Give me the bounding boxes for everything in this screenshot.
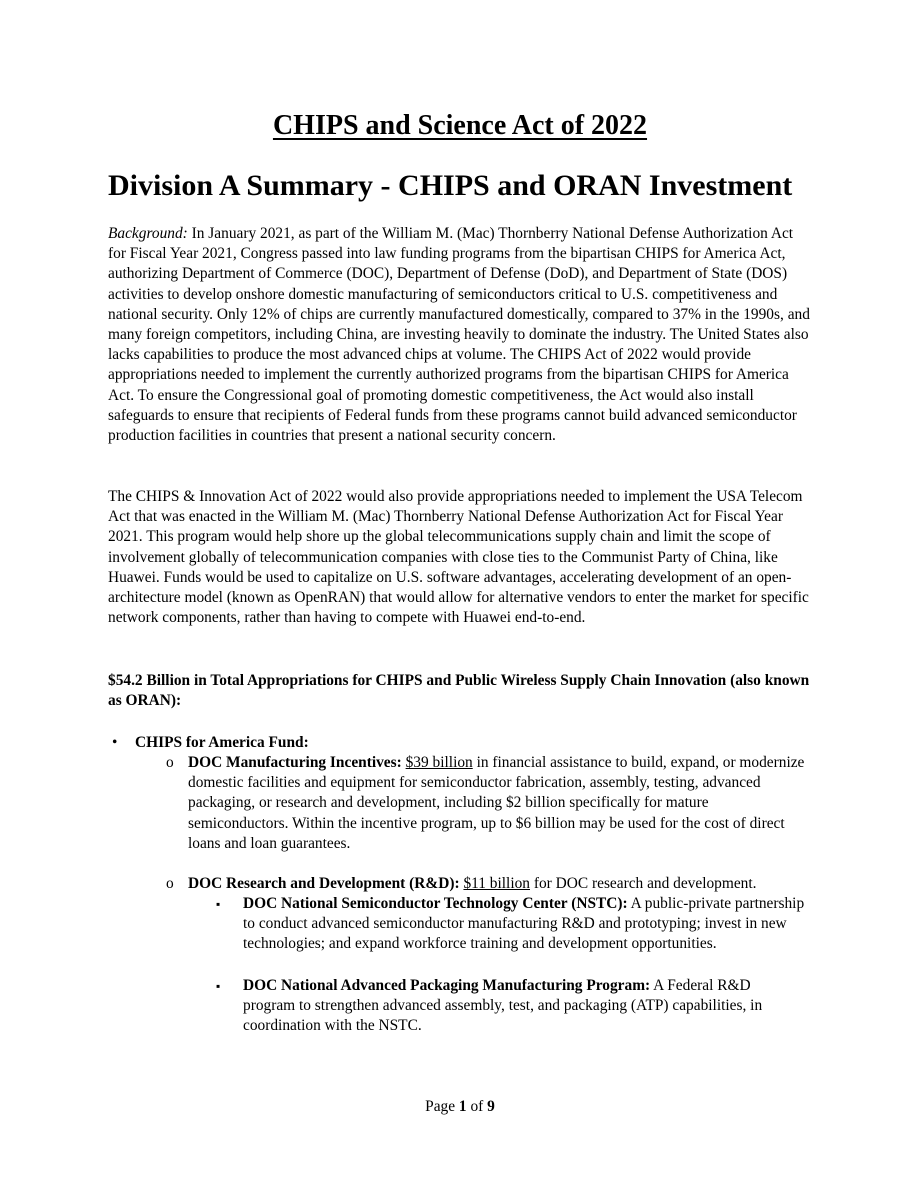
square-bullet-marker: ▪ xyxy=(216,897,221,911)
sub-bullet-marker: o xyxy=(166,754,174,771)
background-text: In January 2021, as part of the William M. (Mac) Thornberry National Defense Authorization Act for Fiscal Year 2021, Congress passed into law funding programs from the bipartisan CHIPS for America Act, authorizing Department of Commerce (DOC), Department of Defense (DoD), and Department of State (DOS) activities to develop onshore domestic manufacturing of semiconductors critical to U.S. competitiveness and national security. Only 12% of chips are currently manufactured domestically, compared to 37% in the 1990s, and many foreign competitors, including China, are investing heavily to dominate the industry. The United States also lacks capabilities to produce the most advanced chips at volume. The CHIPS Act of 2022 would provide appropriations needed to implement the currently authorized programs from the bipartisan CHIPS for America Act. To ensure the Congressional goal of promoting domestic competitiveness, the Act would also install safeguards to ensure that recipients of Federal funds from these programs cannot build advanced semiconductor production facilities in countries that present a national security concern. xyxy=(108,225,810,445)
list-item-description: A public-private partnership to conduct advanced semiconductor manufacturing R&D and prototyping; invest in new technologies; and expand workforce training and development opportunities. xyxy=(243,895,805,953)
list-item-description: A Federal R&D program to strengthen advanced assembly, test, and packaging (ATP) capabilities, in coordination with the NSTC. xyxy=(243,977,763,1035)
square-bullet-marker: ▪ xyxy=(216,979,221,993)
list-item-text xyxy=(243,976,806,1037)
document-subtitle: Division A Summary - CHIPS and ORAN Investment xyxy=(108,169,793,202)
appropriations-heading: $54.2 Billion in Total Appropriations for CHIPS and Public Wireless Supply Chain Innovation (also known as ORAN): xyxy=(108,672,810,710)
background-paragraph xyxy=(108,224,813,446)
footer-prefix: Page xyxy=(425,1098,459,1115)
list-item-label: DOC National Semiconductor Technology Center (NSTC): xyxy=(243,895,628,912)
total-page-count: 9 xyxy=(487,1098,495,1115)
amount-value: $11 billion xyxy=(463,875,530,892)
list-item-label: DOC National Advanced Packaging Manufacturing Program: xyxy=(243,977,651,994)
sub-bullet-marker: o xyxy=(166,875,174,892)
list-item-text xyxy=(188,753,806,854)
list-item-description: for DOC research and development. xyxy=(530,875,757,892)
footer-middle: of xyxy=(466,1098,488,1115)
list-item-label: DOC Research and Development (R&D): xyxy=(188,875,460,892)
document-title: CHIPS and Science Act of 2022 xyxy=(272,110,648,141)
list-item-label: CHIPS for America Fund: xyxy=(135,734,309,751)
telecom-paragraph: The CHIPS & Innovation Act of 2022 would also provide appropriations needed to implement the USA Telecom Act that was enacted in the William M. (Mac) Thornberry National Defense Authorization Act for Fiscal Year 2021. This program would help shore up the global telecommunications supply chain and limit the scope of involvement globally of telecommunication companies with close ties to the Communist Party of China, like Huawei. Funds would be used to capitalize on U.S. software advantages, accelerating development of an open-architecture model (known as OpenRAN) that would allow for alternative vendors to enter the market for specific network components, rather than having to compete with Huawei end-to-end. xyxy=(108,488,809,627)
list-item-text xyxy=(188,874,806,894)
list-item-text xyxy=(243,894,806,955)
page-number-footer xyxy=(0,1097,920,1117)
bullet-marker: • xyxy=(112,734,118,751)
background-label: Background: xyxy=(108,225,188,242)
current-page-number: 1 xyxy=(458,1098,467,1115)
list-item-label: DOC Manufacturing Incentives: xyxy=(188,754,402,771)
amount-value: $39 billion xyxy=(405,754,473,771)
list-item-description: in financial assistance to build, expand, or modernize domestic facilities and equipment for semiconductor fabrication, assembly, testing, advanced packaging, or research and development, including $2 billion specifically for mature semiconductors. Within the incentive program, up to $6 billion may be used for the cost of direct loans and loan guarantees. xyxy=(188,754,805,852)
